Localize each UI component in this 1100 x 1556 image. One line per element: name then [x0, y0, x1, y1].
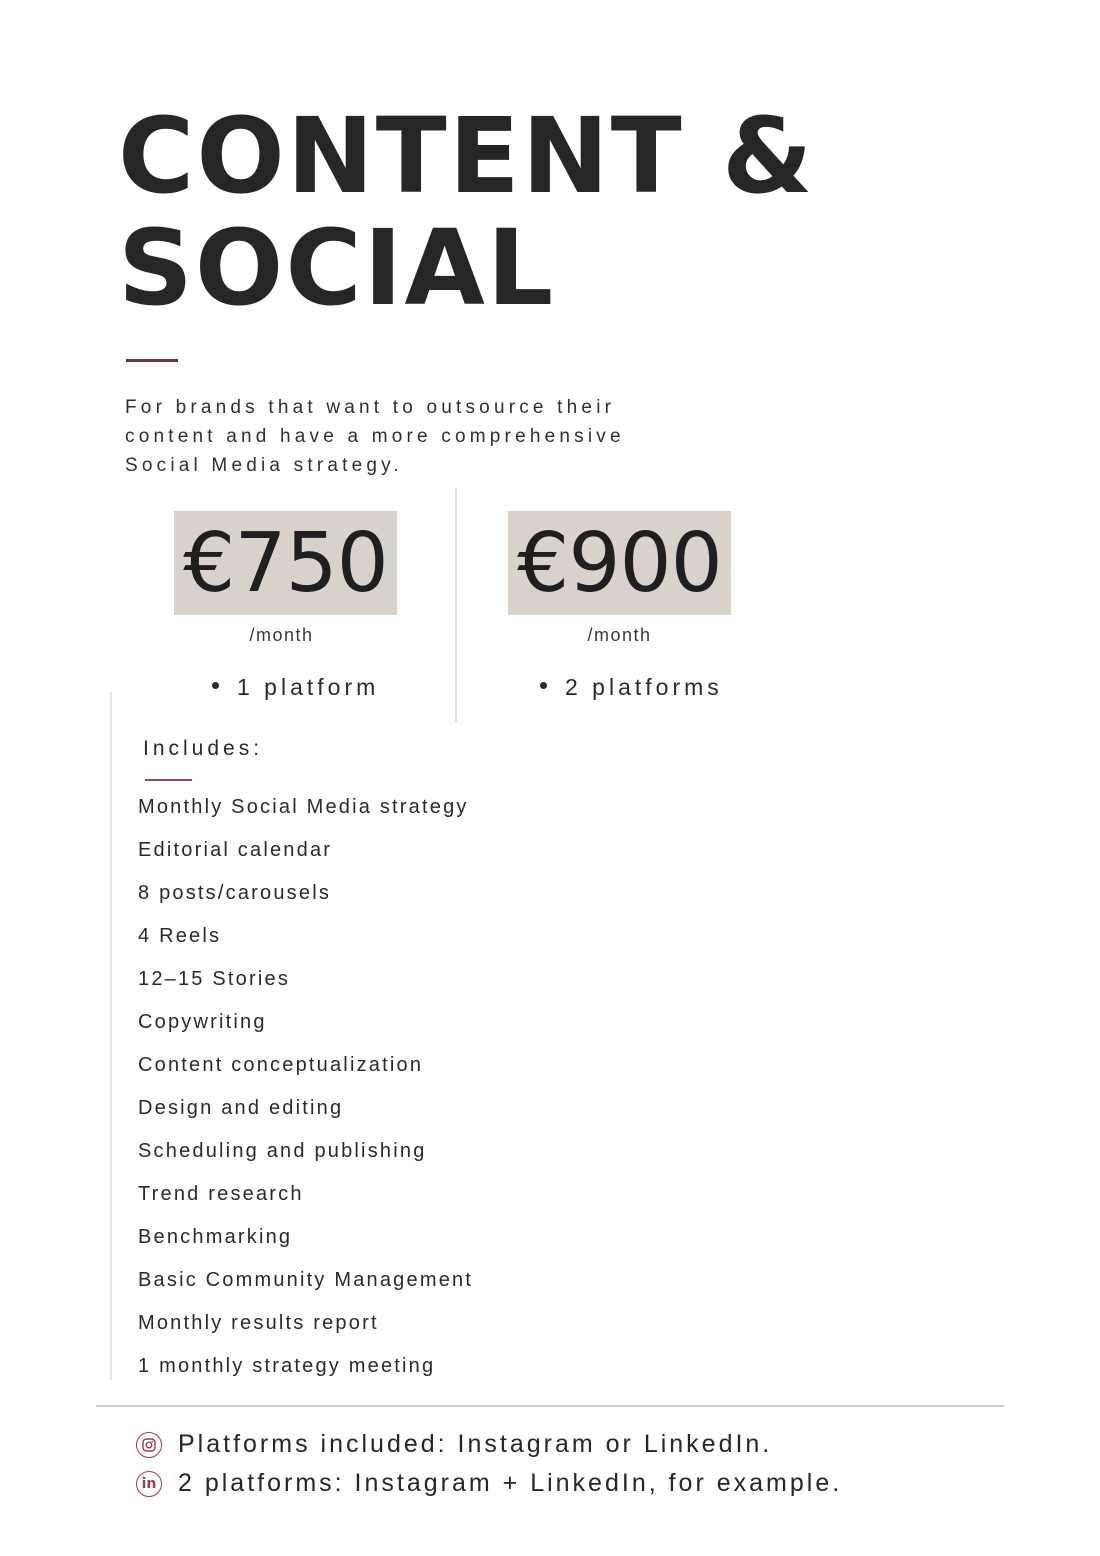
plans-vertical-divider — [455, 488, 457, 722]
note-two-platforms — [136, 1469, 842, 1498]
plan-2-price: €900 — [508, 511, 731, 615]
list-item: 1 monthly strategy meeting — [138, 1355, 436, 1377]
note-platforms-included — [136, 1430, 772, 1459]
list-item: 4 Reels — [138, 925, 222, 947]
list-item: Scheduling and publishing — [138, 1140, 427, 1162]
list-item: 8 posts/carousels — [138, 882, 332, 904]
list-item: Design and editing — [138, 1097, 344, 1119]
list-item: Monthly results report — [138, 1312, 379, 1334]
intro-text: For brands that want to outsource their content and have a more comprehensive Social Media strategy. — [125, 397, 625, 476]
list-item: Editorial calendar — [138, 839, 333, 861]
list-item: Copywriting — [138, 1011, 267, 1033]
plan-2-platforms: 2 platforms — [540, 674, 723, 701]
plan-1-period: /month — [249, 625, 314, 645]
includes-heading: Includes: — [143, 737, 264, 760]
includes-side-rule — [110, 692, 112, 1380]
list-item: Trend research — [138, 1183, 304, 1205]
page-title — [118, 95, 815, 329]
list-item: Benchmarking — [138, 1226, 293, 1248]
includes-list — [138, 790, 473, 1392]
plan-1-platforms: 1 platform — [212, 674, 379, 701]
list-item: Monthly Social Media strategy — [138, 796, 469, 818]
instagram-icon — [136, 1432, 162, 1458]
note-text: Platforms included: Instagram or LinkedIn. — [178, 1430, 773, 1458]
note-text: 2 platforms: Instagram + LinkedIn, for example. — [178, 1469, 843, 1497]
list-item: 12–15 Stories — [138, 968, 291, 990]
footer-divider — [96, 1405, 1004, 1407]
page-title-line-1: CONTENT & — [118, 95, 815, 217]
list-item: Content conceptualization — [138, 1054, 424, 1076]
plan-1-price: €750 — [174, 511, 397, 615]
linkedin-icon: in — [136, 1471, 162, 1497]
list-item: Basic Community Management — [138, 1269, 474, 1291]
includes-accent-divider — [145, 779, 192, 781]
page-title-line-2: SOCIAL — [118, 207, 556, 329]
plan-2-period: /month — [587, 625, 652, 645]
title-accent-divider — [126, 359, 178, 362]
